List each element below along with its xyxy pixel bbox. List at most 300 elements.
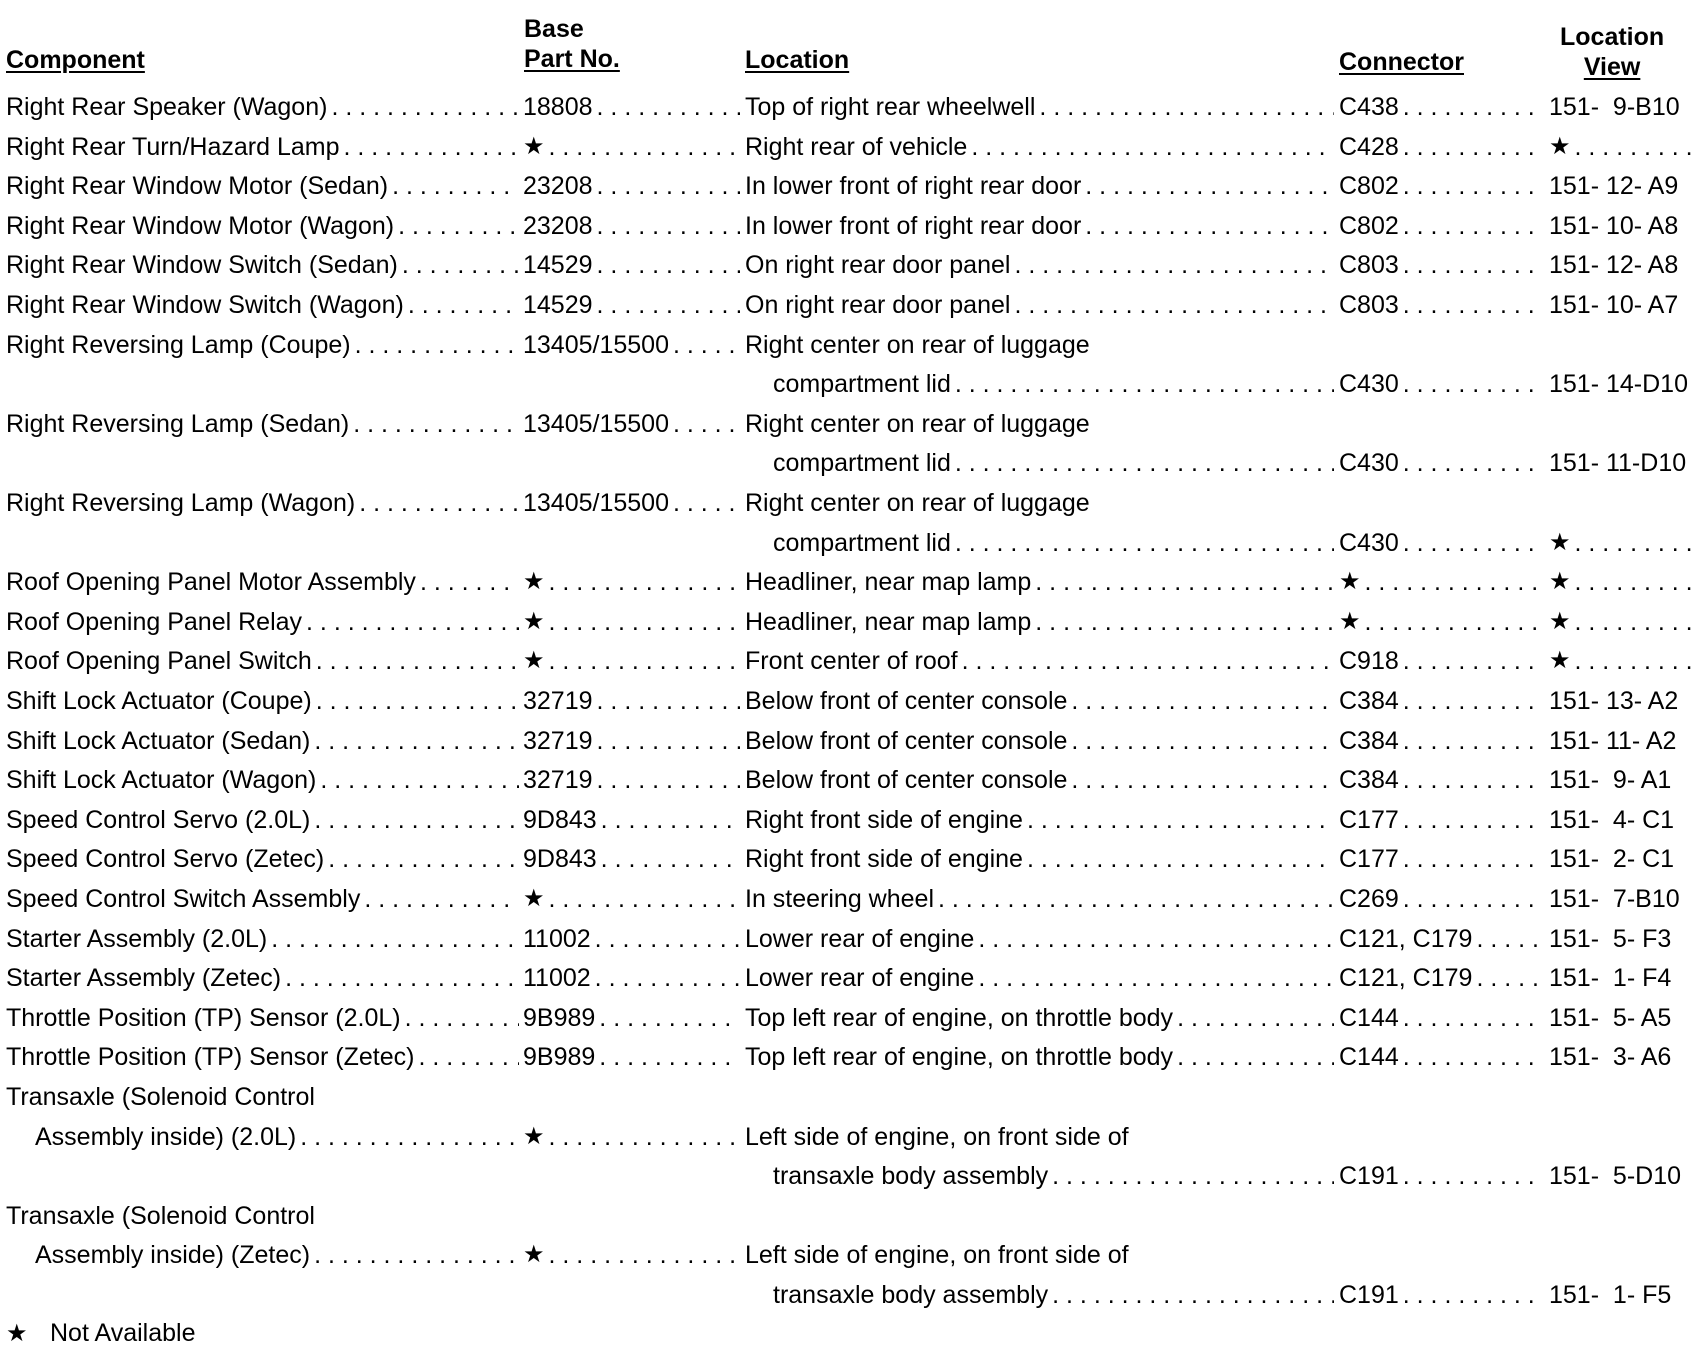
component-cell bbox=[6, 169, 523, 203]
component-cell bbox=[6, 407, 523, 441]
component-cell bbox=[6, 763, 523, 797]
location-cell bbox=[745, 90, 1338, 124]
dot-leader bbox=[1403, 724, 1543, 758]
component-cell-text: Roof Opening Panel Relay bbox=[6, 607, 303, 636]
part-number-cell bbox=[523, 803, 744, 837]
part-number-cell-text: 9B989 bbox=[523, 1003, 596, 1032]
location-view-cell bbox=[1549, 248, 1696, 282]
component-cell-text: Right Reversing Lamp (Sedan) bbox=[6, 409, 350, 438]
dot-leader bbox=[1403, 169, 1543, 203]
location-cell-text: Below front of center console bbox=[745, 726, 1068, 755]
part-number-cell-text: 9B989 bbox=[523, 1043, 596, 1072]
location-cell bbox=[745, 644, 1338, 678]
connector-cell bbox=[1339, 882, 1547, 916]
dot-leader bbox=[1085, 209, 1334, 243]
dot-leader bbox=[316, 644, 519, 678]
location-cell bbox=[745, 209, 1338, 243]
component-cell-text: Speed Control Servo (Zetec) bbox=[6, 845, 325, 874]
part-number-cell-text: 13405/15500 bbox=[523, 489, 669, 517]
connector-cell bbox=[1339, 169, 1547, 203]
dot-leader bbox=[1403, 763, 1543, 797]
component-cell-text: Transaxle (Solenoid Control bbox=[6, 1201, 315, 1230]
location-cell-text: Below front of center console bbox=[745, 687, 1068, 715]
location-view-cell-text: 151- 5-D10 bbox=[1549, 1162, 1682, 1191]
dot-leader bbox=[597, 724, 740, 758]
location-view-cell-text: 151- 4- C1 bbox=[1549, 805, 1675, 834]
dot-leader bbox=[1403, 1040, 1543, 1074]
dot-leader bbox=[1027, 803, 1334, 837]
dot-leader bbox=[601, 842, 740, 876]
dot-leader bbox=[597, 684, 740, 718]
dot-leader bbox=[1403, 446, 1543, 480]
dot-leader bbox=[328, 842, 519, 876]
location-view-cell bbox=[1549, 1278, 1696, 1312]
location-view-cell bbox=[1549, 763, 1696, 797]
location-cell bbox=[773, 1159, 1338, 1193]
connector-cell bbox=[1339, 565, 1547, 599]
location-cell-text: In lower front of right rear door bbox=[745, 211, 1082, 240]
location-view-cell bbox=[1549, 130, 1696, 164]
location-view-cell-text: 151- 1- F4 bbox=[1549, 964, 1672, 993]
part-number-cell bbox=[523, 1238, 744, 1272]
component-cell bbox=[6, 328, 523, 362]
dot-leader bbox=[359, 486, 519, 520]
part-number-cell-text: ★ bbox=[523, 1241, 545, 1269]
header-connector: Connector bbox=[1339, 48, 1464, 76]
dot-leader bbox=[1085, 169, 1334, 203]
dot-leader bbox=[1575, 526, 1692, 560]
location-cell bbox=[745, 961, 1338, 995]
location-view-cell-text: ★ bbox=[1549, 647, 1571, 675]
location-view-cell-text: 151- 10- A7 bbox=[1549, 291, 1679, 319]
dot-leader bbox=[271, 922, 519, 956]
location-view-cell-text: ★ bbox=[1549, 132, 1571, 160]
component-cell-text: Speed Control Servo (2.0L) bbox=[6, 805, 311, 834]
connector-cell-text: C121, C179 bbox=[1339, 924, 1473, 953]
connector-cell-text: ★ bbox=[1339, 568, 1361, 596]
connector-cell bbox=[1339, 526, 1547, 560]
dot-leader bbox=[314, 803, 519, 837]
location-cell bbox=[745, 328, 1338, 362]
part-number-cell bbox=[523, 90, 744, 124]
part-number-cell-text: ★ bbox=[523, 885, 545, 912]
dot-leader bbox=[673, 407, 740, 441]
dot-leader bbox=[1575, 565, 1692, 599]
component-cell-text: Right Rear Turn/Hazard Lamp bbox=[6, 132, 340, 161]
dot-leader bbox=[597, 288, 740, 322]
header-location: Location bbox=[745, 46, 850, 74]
connector-cell-text: C144 bbox=[1339, 1043, 1399, 1072]
location-cell-text: Right rear of vehicle bbox=[745, 132, 968, 161]
dot-leader bbox=[1403, 803, 1543, 837]
location-cell-text: Headliner, near map lamp bbox=[745, 607, 1032, 636]
location-cell bbox=[745, 130, 1338, 164]
component-cell bbox=[6, 803, 523, 837]
dot-leader bbox=[1177, 1001, 1334, 1035]
dot-leader bbox=[595, 922, 740, 956]
location-cell-text: transaxle body assembly bbox=[773, 1162, 1049, 1191]
connector-cell-text: C191 bbox=[1339, 1162, 1399, 1191]
location-cell-text: Right center on rear of luggage bbox=[745, 330, 1090, 359]
component-cell bbox=[6, 922, 523, 956]
part-number-cell bbox=[523, 565, 744, 599]
dot-leader bbox=[955, 367, 1334, 401]
part-number-cell-text: ★ bbox=[523, 1122, 545, 1150]
dot-leader bbox=[549, 605, 740, 639]
component-cell-text: Right Reversing Lamp (Coupe) bbox=[6, 330, 351, 359]
location-cell-text: Lower rear of engine bbox=[745, 924, 975, 953]
part-number-cell bbox=[523, 1040, 744, 1074]
component-cell bbox=[6, 961, 523, 995]
location-view-cell-text: ★ bbox=[1549, 568, 1571, 596]
component-cell bbox=[6, 248, 523, 282]
component-cell-text: Transaxle (Solenoid Control bbox=[6, 1083, 315, 1111]
part-number-cell bbox=[523, 961, 744, 995]
location-view-cell-text: 151- 1- F5 bbox=[1549, 1281, 1672, 1309]
location-cell-text: compartment lid bbox=[773, 528, 951, 557]
part-number-cell bbox=[523, 644, 744, 678]
dot-leader bbox=[1575, 605, 1692, 639]
location-cell-text: Top left rear of engine, on throttle body bbox=[745, 1043, 1174, 1072]
part-number-cell-text: 9D843 bbox=[523, 805, 597, 834]
dot-leader bbox=[1052, 1159, 1334, 1193]
dot-leader bbox=[405, 1001, 519, 1035]
part-number-cell-text: 32719 bbox=[523, 687, 593, 715]
location-view-cell-text: ★ bbox=[1549, 607, 1571, 635]
location-cell bbox=[773, 1278, 1338, 1312]
location-view-cell bbox=[1549, 169, 1696, 203]
component-cell-text: Right Reversing Lamp (Wagon) bbox=[6, 489, 356, 517]
location-cell-text: compartment lid bbox=[773, 370, 951, 399]
dot-leader bbox=[1014, 248, 1334, 282]
dot-leader bbox=[597, 763, 740, 797]
dot-leader bbox=[597, 209, 740, 243]
location-view-cell bbox=[1549, 209, 1696, 243]
part-number-cell bbox=[523, 288, 744, 322]
location-view-cell bbox=[1549, 1001, 1696, 1035]
location-view-cell-text: 151- 13- A2 bbox=[1549, 687, 1679, 715]
location-cell-text: compartment lid bbox=[773, 449, 951, 478]
dot-leader bbox=[599, 1040, 740, 1074]
location-cell bbox=[745, 684, 1338, 718]
location-view-cell bbox=[1549, 1159, 1696, 1193]
component-cell bbox=[6, 1080, 523, 1114]
component-cell bbox=[35, 1238, 523, 1272]
connector-cell-text: C384 bbox=[1339, 766, 1399, 795]
location-view-cell bbox=[1549, 684, 1696, 718]
location-view-cell bbox=[1549, 803, 1696, 837]
component-cell bbox=[6, 90, 523, 124]
location-cell-text: Right center on rear of luggage bbox=[745, 489, 1090, 517]
dot-leader bbox=[549, 1238, 740, 1272]
connector-cell bbox=[1339, 1159, 1547, 1193]
part-number-cell-text: 14529 bbox=[523, 251, 593, 280]
location-view-cell-text: 151- 9-B10 bbox=[1549, 93, 1680, 121]
location-cell-text: In steering wheel bbox=[745, 885, 935, 913]
component-cell bbox=[6, 882, 523, 916]
connector-cell bbox=[1339, 288, 1547, 322]
connector-cell bbox=[1339, 684, 1547, 718]
component-cell-text: Right Rear Window Motor (Wagon) bbox=[6, 211, 395, 240]
connector-cell-text: C177 bbox=[1339, 845, 1399, 874]
dot-leader bbox=[962, 644, 1334, 678]
dot-leader bbox=[673, 486, 740, 520]
part-number-cell-text: 13405/15500 bbox=[523, 409, 669, 438]
location-cell-text: Lower rear of engine bbox=[745, 964, 975, 993]
component-cell bbox=[6, 842, 523, 876]
location-cell-text: Top left rear of engine, on throttle body bbox=[745, 1003, 1174, 1032]
dot-leader bbox=[595, 961, 740, 995]
connector-cell-text: C428 bbox=[1339, 132, 1399, 161]
dot-leader bbox=[1039, 90, 1334, 124]
location-cell bbox=[745, 1040, 1338, 1074]
dot-leader bbox=[549, 130, 740, 164]
location-cell bbox=[773, 367, 1338, 401]
connector-cell-text: C177 bbox=[1339, 805, 1399, 834]
location-cell bbox=[773, 446, 1338, 480]
connector-cell-text: C918 bbox=[1339, 647, 1399, 676]
dot-leader bbox=[316, 684, 519, 718]
location-cell bbox=[745, 169, 1338, 203]
location-cell bbox=[773, 526, 1338, 560]
part-number-cell bbox=[523, 486, 744, 520]
connector-cell-text: C438 bbox=[1339, 93, 1399, 121]
dot-leader bbox=[938, 882, 1334, 916]
component-cell bbox=[6, 1040, 523, 1074]
location-cell-text: On right rear door panel bbox=[745, 291, 1011, 319]
location-cell-text: In lower front of right rear door bbox=[745, 172, 1082, 201]
location-view-cell-text: 151- 5- A5 bbox=[1549, 1003, 1672, 1032]
connector-cell-text: C802 bbox=[1339, 211, 1399, 240]
connector-cell bbox=[1339, 209, 1547, 243]
location-cell-text: Front center of roof bbox=[745, 647, 958, 676]
dot-leader bbox=[1476, 922, 1543, 956]
location-cell bbox=[745, 565, 1338, 599]
dot-leader bbox=[1403, 90, 1543, 124]
part-number-cell-text: 32719 bbox=[523, 766, 593, 795]
dot-leader bbox=[1052, 1278, 1334, 1312]
location-cell-text: Headliner, near map lamp bbox=[745, 568, 1032, 597]
dot-leader bbox=[418, 1040, 519, 1074]
dot-leader bbox=[355, 328, 519, 362]
connector-cell bbox=[1339, 922, 1547, 956]
dot-leader bbox=[1403, 684, 1543, 718]
component-cell bbox=[35, 1120, 523, 1154]
dot-leader bbox=[398, 209, 519, 243]
location-cell-text: On right rear door panel bbox=[745, 251, 1011, 280]
dot-leader bbox=[1575, 644, 1692, 678]
connector-cell-text: C269 bbox=[1339, 885, 1399, 913]
dot-leader bbox=[597, 248, 740, 282]
component-cell bbox=[6, 1001, 523, 1035]
location-view-cell bbox=[1549, 367, 1696, 401]
part-number-cell-text: 23208 bbox=[523, 211, 593, 240]
location-view-cell bbox=[1549, 605, 1696, 639]
dot-leader bbox=[314, 1238, 519, 1272]
part-number-cell-text: 14529 bbox=[523, 291, 593, 319]
component-cell-text: Right Rear Window Switch (Sedan) bbox=[6, 251, 398, 280]
connector-cell bbox=[1339, 367, 1547, 401]
dot-leader bbox=[673, 328, 740, 362]
part-number-cell bbox=[523, 1120, 744, 1154]
location-view-cell bbox=[1549, 565, 1696, 599]
part-number-cell-text: 23208 bbox=[523, 172, 593, 201]
connector-cell bbox=[1339, 803, 1547, 837]
component-cell-text: Starter Assembly (Zetec) bbox=[6, 964, 282, 993]
location-view-cell bbox=[1549, 446, 1696, 480]
part-number-cell-text: 18808 bbox=[523, 93, 593, 121]
connector-cell bbox=[1339, 1001, 1547, 1035]
header-component: Component bbox=[6, 46, 145, 74]
location-cell bbox=[745, 803, 1338, 837]
connector-cell-text: C191 bbox=[1339, 1281, 1399, 1309]
dot-leader bbox=[353, 407, 519, 441]
component-cell bbox=[6, 565, 523, 599]
component-cell-text: Shift Lock Actuator (Coupe) bbox=[6, 687, 312, 715]
component-cell-text: Throttle Position (TP) Sensor (2.0L) bbox=[6, 1003, 401, 1032]
dot-leader bbox=[549, 882, 740, 916]
dot-leader bbox=[306, 605, 519, 639]
dot-leader bbox=[392, 169, 519, 203]
connector-cell bbox=[1339, 90, 1547, 124]
dot-leader bbox=[364, 882, 519, 916]
connector-cell-text: C803 bbox=[1339, 291, 1399, 319]
part-number-cell-text: 9D843 bbox=[523, 845, 597, 874]
connector-cell bbox=[1339, 961, 1547, 995]
location-cell bbox=[745, 1238, 1338, 1272]
dot-leader bbox=[1403, 367, 1543, 401]
connector-cell bbox=[1339, 605, 1547, 639]
location-view-cell-text: 151- 12- A9 bbox=[1549, 172, 1679, 201]
location-cell-text: Below front of center console bbox=[745, 766, 1068, 795]
location-view-cell bbox=[1549, 288, 1696, 322]
dot-leader bbox=[1403, 882, 1543, 916]
location-cell-text: Left side of engine, on front side of bbox=[745, 1241, 1129, 1270]
component-cell-text: Right Rear Window Switch (Wagon) bbox=[6, 291, 404, 319]
connector-cell-text: C384 bbox=[1339, 687, 1399, 715]
part-number-cell bbox=[523, 328, 744, 362]
dot-leader bbox=[1403, 644, 1543, 678]
location-view-cell-text: 151- 9- A1 bbox=[1549, 766, 1672, 795]
dot-leader bbox=[1035, 605, 1334, 639]
dot-leader bbox=[320, 763, 519, 797]
dot-leader bbox=[420, 565, 519, 599]
part-number-cell bbox=[523, 130, 744, 164]
connector-cell-text: C144 bbox=[1339, 1003, 1399, 1032]
part-number-cell bbox=[523, 922, 744, 956]
location-view-cell bbox=[1549, 1040, 1696, 1074]
dot-leader bbox=[971, 130, 1334, 164]
dot-leader bbox=[978, 922, 1334, 956]
location-view-cell-text: ★ bbox=[1549, 528, 1571, 556]
component-cell bbox=[6, 288, 523, 322]
connector-cell-text: ★ bbox=[1339, 607, 1361, 635]
star-icon: ★ bbox=[6, 1320, 28, 1347]
part-number-cell bbox=[523, 169, 744, 203]
component-cell bbox=[6, 605, 523, 639]
dot-leader bbox=[601, 803, 740, 837]
dot-leader bbox=[1027, 842, 1334, 876]
dot-leader bbox=[1365, 605, 1543, 639]
location-cell-text: Right front side of engine bbox=[745, 845, 1023, 874]
location-view-cell-text: 151- 12- A8 bbox=[1549, 251, 1679, 280]
connector-cell-text: C121, C179 bbox=[1339, 964, 1473, 993]
dot-leader bbox=[549, 565, 740, 599]
location-cell-text: Top of right rear wheelwell bbox=[745, 93, 1036, 121]
location-view-cell bbox=[1549, 961, 1696, 995]
location-cell bbox=[745, 248, 1338, 282]
dot-leader bbox=[955, 526, 1334, 560]
location-view-cell-text: 151- 10- A8 bbox=[1549, 211, 1679, 240]
part-number-cell bbox=[523, 1001, 744, 1035]
dot-leader bbox=[1476, 961, 1543, 995]
part-number-cell bbox=[523, 684, 744, 718]
component-cell-text: Right Rear Window Motor (Sedan) bbox=[6, 172, 389, 201]
connector-cell-text: C802 bbox=[1339, 172, 1399, 201]
dot-leader bbox=[1014, 288, 1334, 322]
location-cell bbox=[745, 1001, 1338, 1035]
dot-leader bbox=[599, 1001, 740, 1035]
location-cell bbox=[745, 763, 1338, 797]
dot-leader bbox=[1403, 1001, 1543, 1035]
part-number-cell-text: 13405/15500 bbox=[523, 330, 669, 359]
dot-leader bbox=[300, 1120, 519, 1154]
connector-cell bbox=[1339, 724, 1547, 758]
dot-leader bbox=[1403, 130, 1543, 164]
location-cell bbox=[745, 605, 1338, 639]
component-cell-text: Shift Lock Actuator (Sedan) bbox=[6, 726, 311, 755]
part-number-cell-text: 11002 bbox=[523, 924, 591, 953]
component-cell-text: Roof Opening Panel Switch bbox=[6, 647, 312, 676]
dot-leader bbox=[1071, 763, 1334, 797]
connector-cell-text: C803 bbox=[1339, 251, 1399, 280]
connector-cell bbox=[1339, 842, 1547, 876]
component-cell bbox=[6, 724, 523, 758]
part-number-cell-text: ★ bbox=[523, 132, 545, 160]
location-cell-text: Left side of engine, on front side of bbox=[745, 1122, 1129, 1151]
dot-leader bbox=[549, 644, 740, 678]
location-cell bbox=[745, 288, 1338, 322]
component-cell-text: Shift Lock Actuator (Wagon) bbox=[6, 766, 317, 795]
dot-leader bbox=[1071, 684, 1334, 718]
header-base-part-no: Base Part No. bbox=[524, 15, 620, 73]
component-cell-text: Starter Assembly (2.0L) bbox=[6, 924, 268, 953]
dot-leader bbox=[1403, 1278, 1543, 1312]
dot-leader bbox=[1403, 248, 1543, 282]
connector-cell-text: C430 bbox=[1339, 370, 1399, 399]
location-cell bbox=[745, 407, 1338, 441]
footnote-text: Not Available bbox=[50, 1319, 196, 1347]
location-cell bbox=[745, 842, 1338, 876]
dot-leader bbox=[1403, 842, 1543, 876]
component-cell-text: Throttle Position (TP) Sensor (Zetec) bbox=[6, 1043, 415, 1072]
dot-leader bbox=[1403, 526, 1543, 560]
location-view-cell-text: 151- 5- F3 bbox=[1549, 924, 1672, 953]
location-view-cell bbox=[1549, 526, 1696, 560]
location-cell bbox=[745, 922, 1338, 956]
dot-leader bbox=[1365, 565, 1543, 599]
dot-leader bbox=[408, 288, 519, 322]
location-cell-text: transaxle body assembly bbox=[773, 1281, 1049, 1309]
dot-leader bbox=[549, 1120, 740, 1154]
location-cell bbox=[745, 486, 1338, 520]
location-cell-text: Right front side of engine bbox=[745, 805, 1023, 834]
part-number-cell bbox=[523, 763, 744, 797]
dot-leader bbox=[1177, 1040, 1334, 1074]
component-cell-text: Roof Opening Panel Motor Assembly bbox=[6, 568, 416, 597]
connector-cell-text: C430 bbox=[1339, 528, 1399, 557]
dot-leader bbox=[1403, 209, 1543, 243]
